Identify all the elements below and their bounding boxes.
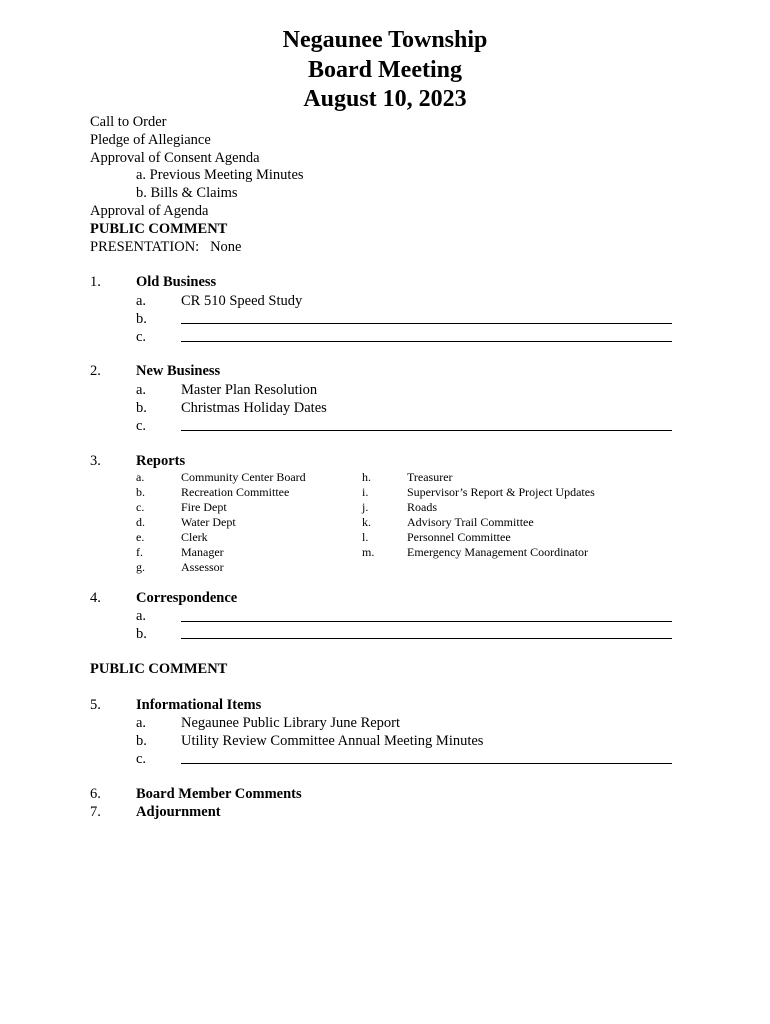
new-business-heading: New Business: [136, 363, 221, 379]
consent-item-bills: b. Bills & Claims: [136, 185, 238, 201]
section-number: 1.: [90, 274, 101, 290]
section-number: 3.: [90, 453, 101, 469]
item-letter: a.: [136, 293, 147, 309]
report-item: Roads: [407, 500, 437, 514]
blank-line: [181, 763, 672, 764]
item-letter: b.: [136, 733, 147, 749]
item-letter: b.: [136, 400, 147, 416]
approval-consent-agenda: Approval of Consent Agenda: [90, 150, 260, 166]
old-business-item-a: CR 510 Speed Study: [181, 293, 303, 309]
section-number: 6.: [90, 786, 101, 802]
blank-line: [181, 430, 672, 431]
report-letter: m.: [362, 545, 375, 559]
report-item: Manager: [181, 545, 224, 559]
section-number: 7.: [90, 804, 101, 820]
report-item: Supervisor’s Report & Project Updates: [407, 485, 595, 499]
item-letter: b.: [136, 626, 147, 642]
call-to-order: Call to Order: [90, 114, 167, 130]
item-letter: c.: [136, 751, 147, 767]
informational-item-b: Utility Review Committee Annual Meeting Minutes: [181, 733, 484, 749]
section-number: 5.: [90, 697, 101, 713]
new-business-item-a: Master Plan Resolution: [181, 382, 318, 398]
title-township: Negaunee Township: [282, 27, 488, 53]
report-letter: h.: [362, 470, 371, 484]
adjournment-heading: Adjournment: [136, 804, 221, 820]
report-item: Assessor: [181, 560, 224, 574]
blank-line: [181, 341, 672, 342]
report-item: Clerk: [181, 530, 208, 544]
correspondence-heading: Correspondence: [136, 590, 238, 606]
section-number: 2.: [90, 363, 101, 379]
report-letter: i.: [362, 485, 369, 499]
informational-item-a: Negaunee Public Library June Report: [181, 715, 401, 731]
document-title: [0, 26, 770, 115]
consent-item-minutes: a. Previous Meeting Minutes: [136, 167, 304, 183]
board-comments-heading: Board Member Comments: [136, 786, 302, 802]
public-comment-heading: PUBLIC COMMENT: [90, 221, 228, 237]
old-business-heading: Old Business: [136, 274, 217, 290]
public-comment-heading-2: PUBLIC COMMENT: [90, 661, 228, 677]
item-letter: a.: [136, 715, 147, 731]
item-letter: a.: [136, 382, 147, 398]
report-item: Personnel Committee: [407, 530, 511, 544]
item-letter: c.: [136, 418, 147, 434]
item-letter: c.: [136, 329, 147, 345]
report-letter: d.: [136, 515, 145, 529]
title-date: August 10, 2023: [303, 86, 467, 112]
report-letter: b.: [136, 485, 145, 499]
report-item: Emergency Management Coordinator: [407, 545, 589, 559]
report-letter: l.: [362, 530, 369, 544]
item-letter: a.: [136, 608, 147, 624]
blank-line: [181, 621, 672, 622]
new-business-item-b: Christmas Holiday Dates: [181, 400, 327, 416]
report-item: Community Center Board: [181, 470, 306, 484]
report-item: Recreation Committee: [181, 485, 290, 499]
report-letter: e.: [136, 530, 145, 544]
report-item: Water Dept: [181, 515, 236, 529]
report-letter: j.: [362, 500, 369, 514]
pledge-of-allegiance: Pledge of Allegiance: [90, 132, 211, 148]
report-letter: c.: [136, 500, 145, 514]
report-item: Advisory Trail Committee: [407, 515, 534, 529]
blank-line: [181, 638, 672, 639]
report-letter: g.: [136, 560, 145, 574]
report-letter: k.: [362, 515, 371, 529]
reports-heading: Reports: [136, 453, 186, 469]
report-letter: a.: [136, 470, 145, 484]
report-item: Treasurer: [407, 470, 453, 484]
informational-heading: Informational Items: [136, 697, 262, 713]
title-meeting: Board Meeting: [308, 56, 462, 83]
blank-line: [181, 323, 672, 324]
report-letter: f.: [136, 545, 143, 559]
section-number: 4.: [90, 590, 101, 606]
presentation-line: PRESENTATION: None: [90, 239, 242, 255]
report-item: Fire Dept: [181, 500, 227, 514]
approval-of-agenda: Approval of Agenda: [90, 203, 209, 219]
item-letter: b.: [136, 311, 147, 327]
